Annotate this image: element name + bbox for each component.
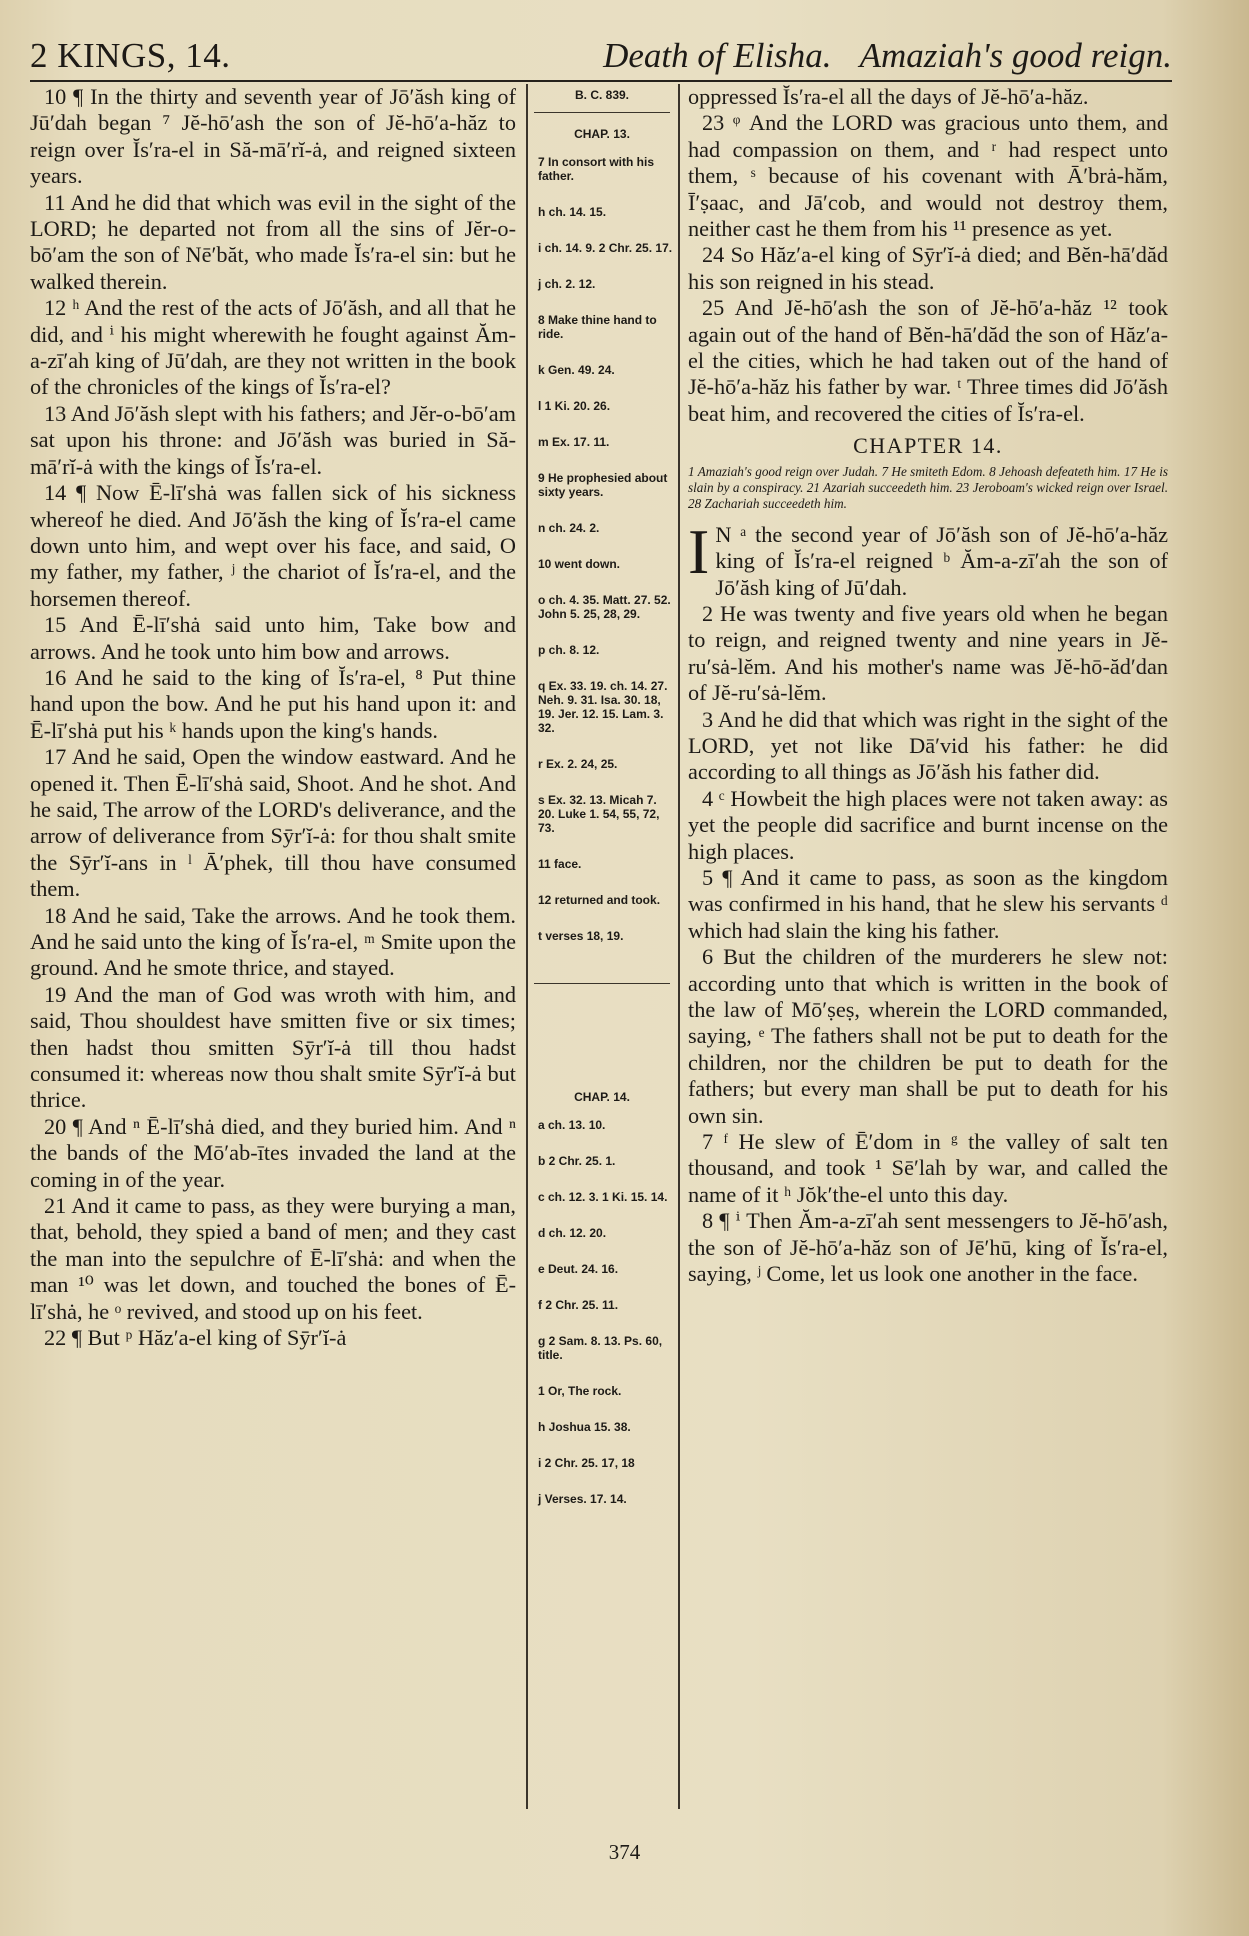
cross-reference: 7 In consort with his father. [538, 155, 655, 183]
verse: 14 ¶ Now Ē-lī′shȧ was fallen sick of his sickness whereof he died. And Jō′ăsh the king of Ĭs′ra-el came down unto him, and wept over his face, and said, O my father, my father, ʲ the chariot of Ĭs′ra-el, and the horsemen thereof. [30, 480, 516, 611]
verse: 24 So Hăz′a-el king of Sȳr′ĭ-ȧ died; and Bĕn-hā′dăd his son reigned in his stead. [688, 242, 1168, 294]
verse: 8 ¶ ⁱ Then Ăm-a-zī′ah sent messengers to Jĕ-hō′ash, the son of Jĕ-hō′a-hăz son of Jē′hū, king of Ĭs′ra-el, saying, ʲ Come, let us look one another in the face. [688, 1208, 1168, 1287]
cross-reference: n ch. 24. 2. [538, 521, 600, 535]
cross-reference: j Verses. 17. 14. [538, 1492, 627, 1506]
running-title-b: Amaziah's good reign. [859, 36, 1172, 75]
verse: 17 And he said, Open the window eastward. And he opened it. Then Ē-lī′shȧ said, Shoot. And he shot. And he said, The arrow of the LORD's deliverance, and the arrow of deliverance from Sȳr′ĭ-ȧ: for thou shalt smite the Sȳr′ĭ-ans in ˡ Ā′phek, till thou have consumed them. [30, 744, 516, 902]
verse: 13 And Jō′ăsh slept with his fathers; and Jĕr-o-bō′am sat upon his throne: and Jō′ăsh was buried in Să-mā′rĭ-ȧ with the kings of Ĭs′ra-el. [30, 400, 516, 479]
cross-reference: 12 returned and took. [538, 893, 661, 907]
verse: 19 And the man of God was wroth with him, and said, Thou shouldest have smitten five or six times; then hadst thou smitten Sȳr′ĭ-ȧ till thou hadst consumed it: whereas now thou shalt smite Sȳr′ĭ-ȧ but thrice. [30, 981, 516, 1113]
verse: 25 And Jĕ-hō′ash the son of Jĕ-hō′a-hăz ¹² took again out of the hand of Bĕn-hā′dăd the son of Hăz′a-el the cities, which he had taken out of the hand of Jĕ-hō′a-hăz his father by war. ᵗ Three times did Jō′ăsh beat him, and recovered the cities of Ĭs′ra-el. [688, 295, 1168, 426]
ref-gap [530, 998, 674, 1082]
verse: 6 But the children of the murderers he slew not: according unto that which is written in the book of the law of Mō′ṣeṣ, wherein the LORD commanded, saying, ᵉ The fathers shall not be put to death for the children, nor the children be put to death for the fathers; but every man shall be put to death for his own sin. [688, 944, 1168, 1128]
cross-reference: d ch. 12. 20. [538, 1226, 607, 1240]
verse: 7 ᶠ He slew of Ē′dom in ᵍ the valley of salt ten thousand, and took ¹ Sē′lah by war, and called the name of it ʰ Jŏk′the-el unto this day. [688, 1129, 1168, 1207]
cross-reference: 10 went down. [538, 557, 621, 571]
verse-opening-text: N ᵃ the second year of Jō′ăsh son of Jĕ-hō′a-hăz king of Ĭs′ra-el reigned ᵇ Ăm-a-zī′ah the son of Jō′ăsh king of Jū′dah. [715, 521, 1168, 600]
verse: 10 ¶ In the thirty and seventh year of Jō′ăsh king of Jū′dah began ⁷ Jĕ-hō′ash the son of Jĕ-hō′a-hăz to reign over Ĭs′ra-el in Să-mā′rĭ-ȧ, and reigned sixteen years. [30, 84, 516, 189]
cross-reference: m Ex. 17. 11. [538, 435, 610, 449]
chapter-heading: CHAPTER 14. [853, 433, 1003, 459]
ref-rule [534, 112, 670, 113]
ref-chapter-label: CHAP. 14. [574, 1090, 630, 1104]
ref-chapter-label: CHAP. 13. [574, 127, 630, 141]
verse: 15 And Ē-lī′shȧ said unto him, Take bow and arrows. And he took unto him bow and arrows. [30, 612, 516, 664]
verse: 23 ᵠ And the LORD was gracious unto them, and had compassion on them, and ʳ had respect unto them, ˢ because of his covenant with Ā′brȧ-hăm, Ī′ṣaac, and Jā′cob, and would not destroy them, neither cast he them from his ¹¹ presence as yet. [688, 110, 1168, 242]
verse-opening [688, 515, 1168, 601]
verse: 5 ¶ And it came to pass, as soon as the kingdom was confirmed in his hand, that he slew his servants ᵈ which had slain the king his father. [688, 864, 1168, 943]
cross-reference: h ch. 14. 15. [538, 205, 607, 219]
verse: 4 ᶜ Howbeit the high places were not taken away: as yet the people did sacrifice and burnt incense on the high places. [688, 785, 1168, 864]
cross-reference: k Gen. 49. 24. [538, 363, 615, 377]
cross-reference: 11 face. [538, 857, 582, 871]
cross-reference: s Ex. 32. 13. Micah 7. 20. Luke 1. 54, 55, 72, 73. [538, 793, 660, 835]
cross-reference: 8 Make thine hand to ride. [538, 313, 657, 341]
cross-reference: j ch. 2. 12. [538, 277, 596, 291]
cross-reference: c ch. 12. 3. 1 Ki. 15. 14. [538, 1190, 668, 1204]
cross-reference-column [530, 84, 674, 1809]
verse: 3 And he did that which was right in the sight of the LORD, yet not like Dā′vid his father: he did according to all things as Jō′ăsh his father did. [688, 706, 1168, 785]
date-note: B. C. 839. [574, 88, 630, 102]
right-text-column [688, 84, 1168, 1804]
cross-reference: p ch. 8. 12. [538, 643, 600, 657]
page-number: 374 [608, 1840, 641, 1864]
cross-reference: 1 Or, The rock. [538, 1384, 622, 1398]
verse: oppressed Ĭs′ra-el all the days of Jĕ-hō′a-hăz. [688, 84, 1089, 109]
cross-reference: o ch. 4. 35. Matt. 27. 52. John 5. 25, 28, 29. [538, 593, 671, 621]
verse: 20 ¶ And ⁿ Ē-lī′shȧ died, and they buried him. And ⁿ the bands of the Mō′ab-ītes invaded the land at the coming in of the year. [30, 1113, 516, 1192]
cross-reference: e Deut. 24. 16. [538, 1262, 619, 1276]
cross-reference: i 2 Chr. 25. 17, 18 [538, 1456, 635, 1470]
verse: 11 And he did that which was evil in the sight of the LORD; he departed not from all the sins of Jĕr-o-bō′am the son of Nē′băt, who made Ĭs′ra-el sin: but he walked therein. [30, 189, 516, 294]
ref-rule [534, 983, 670, 984]
left-text-column [30, 84, 516, 1804]
cross-reference: a ch. 13. 10. [538, 1118, 606, 1132]
cross-reference: f 2 Chr. 25. 11. [538, 1298, 619, 1312]
cross-reference: t verses 18, 19. [538, 929, 624, 943]
column-divider-left [526, 84, 528, 1809]
cross-reference: r Ex. 2. 24, 25. [538, 757, 618, 771]
verse: 22 ¶ But ᵖ Hăz′a-el king of Sȳr′ĭ-ȧ [44, 1325, 347, 1351]
cross-reference: g 2 Sam. 8. 13. Ps. 60, title. [538, 1334, 663, 1362]
cross-reference: h Joshua 15. 38. [538, 1420, 631, 1434]
cross-reference: l 1 Ki. 20. 26. [538, 399, 611, 413]
verse: 2 He was twenty and five years old when he began to reign, and reigned twenty and nine years in Jĕ-ru′sȧ-lĕm. And his mother's name was Jĕ-hō-ăd′dan of Jĕ-ru′sȧ-lĕm. [688, 600, 1168, 706]
verse: 18 And he said, Take the arrows. And he took them. And he said unto the king of Ĭs′ra-el, ᵐ Smite upon the ground. And he smote thrice, and stayed. [30, 902, 516, 981]
drop-cap: I [688, 515, 710, 587]
column-divider-right [678, 84, 680, 1809]
running-title [575, 36, 1172, 76]
running-title-a: Death of Elisha. [603, 36, 832, 75]
cross-reference: 9 He prophesied about sixty years. [538, 471, 668, 499]
header-rule [30, 80, 1172, 82]
verse: 21 And it came to pass, as they were burying a man, that, behold, they spied a band of men; and they cast the man into the sepulchre of Ē-lī′shȧ: and when the man ¹⁰ was let down, and touched the bones of Ē-lī′shȧ, he ᵒ revived, and stood up on his feet. [30, 1193, 516, 1324]
cross-reference: b 2 Chr. 25. 1. [538, 1154, 616, 1168]
verse: 16 And he said to the king of Ĭs′ra-el, ⁸ Put thine hand upon the bow. And he put his hand upon it: and Ē-lī′shȧ put his ᵏ hands upon the king's hands. [30, 664, 516, 743]
book-chapter-title: 2 KINGS, 14. [30, 36, 231, 75]
cross-reference: q Ex. 33. 19. ch. 14. 27. Neh. 9. 31. Isa. 30. 18, 19. Jer. 12. 15. Lam. 3. 32. [538, 679, 668, 735]
page-header [30, 20, 1172, 76]
cross-reference: i ch. 14. 9. 2 Chr. 25. 17. [538, 241, 673, 255]
verse: 12 ʰ And the rest of the acts of Jō′ăsh, and all that he did, and ⁱ his might wherewith he fought against Ăm-a-zī′ah king of Jū′dah, are they not written in the book of the chronicles of the kings of Ĭs′ra-el? [30, 295, 516, 400]
chapter-summary: 1 Amaziah's good reign over Judah. 7 He smiteth Edom. 8 Jehoash defeateth him. 17 He is slain by a conspiracy. 21 Azariah succeedeth him. 23 Jeroboam's wicked reign over Israel. 28 Zachariah succeedeth him. [688, 463, 1168, 511]
